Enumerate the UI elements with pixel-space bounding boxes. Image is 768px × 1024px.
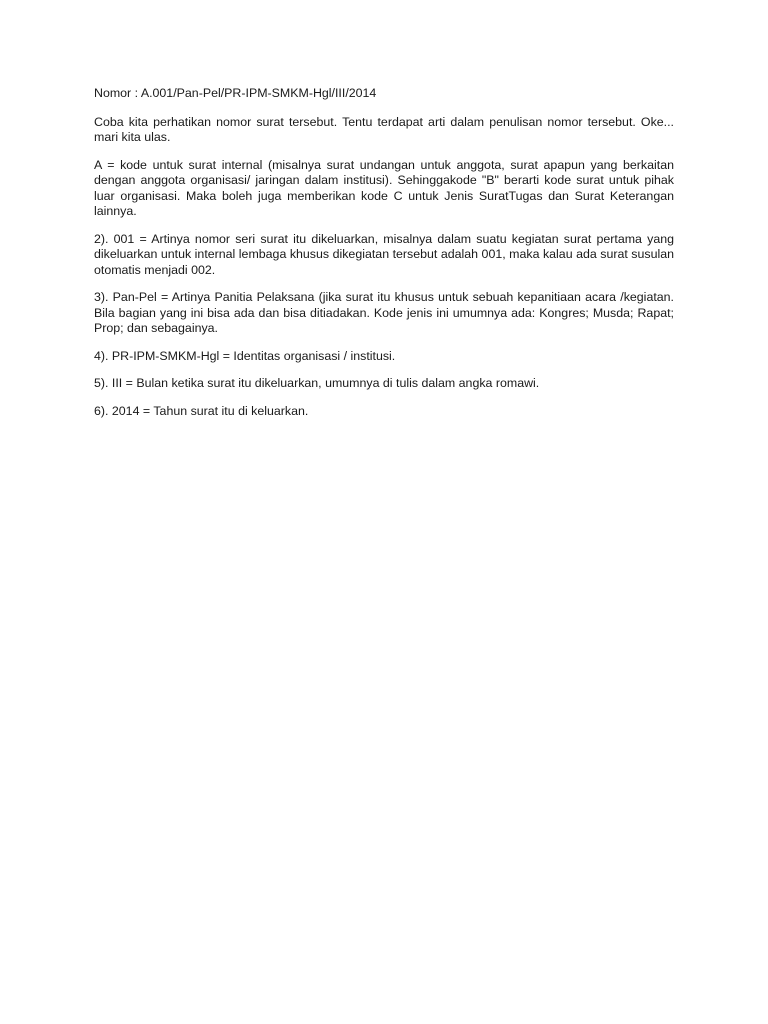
paragraph-organization-id: 4). PR-IPM-SMKM-Hgl = Identitas organisasi / institusi.: [94, 348, 396, 363]
paragraph-intro: Coba kita perhatikan nomor surat tersebut. Tentu terdapat arti dalam penulisan nomor tersebut. Oke... mari kita ulas.: [94, 114, 674, 144]
paragraph-serial-001: 2). 001 = Artinya nomor seri surat itu dikeluarkan, misalnya dalam suatu kegiatan surat pertama yang dikeluarkan untuk internal lembaga khusus dikegiatan tersebut adalah 001, maka kalau ada surat susulan otomatis menjadi 002.: [94, 231, 674, 277]
paragraph-code-a: A = kode untuk surat internal (misalnya surat undangan untuk anggota, surat apapun yang berkaitan dengan anggota organisasi/ jaringan dalam institusi). Sehinggakode "B" berarti kode surat untuk pihak luar organisasi. Maka boleh juga memberikan kode C untuk Jenis SuratTugas dan Surat Keterangan lainnya.: [94, 157, 674, 218]
paragraph-year: 6). 2014 = Tahun surat itu di keluarkan.: [94, 403, 309, 418]
letter-number-line: Nomor : A.001/Pan-Pel/PR-IPM-SMKM-Hgl/III/2014: [94, 86, 377, 100]
paragraph-month: 5). III = Bulan ketika surat itu dikeluarkan, umumnya di tulis dalam angka romawi.: [94, 376, 540, 390]
paragraph-pan-pel: 3). Pan-Pel = Artinya Panitia Pelaksana (jika surat itu khusus untuk sebuah kepanitiaan acara /kegiatan. Bila bagian yang ini bisa ada dan bisa ditiadakan. Kode jenis ini umumnya ada: Kongres; Musda; Rapat; Prop; dan sebagainya.: [94, 290, 674, 335]
document-body: [94, 86, 674, 431]
